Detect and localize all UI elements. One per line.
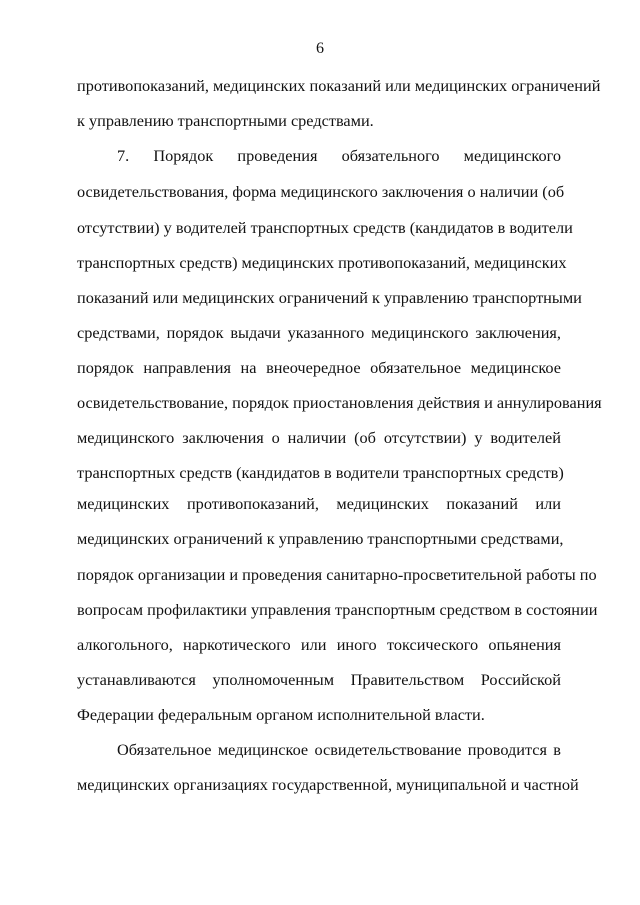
text-line: к управлению транспортными средствами. [77, 111, 374, 130]
text-line: медицинского заключения о наличии (об отсутствии) у водителей [77, 428, 561, 447]
page-number: 6 [316, 40, 324, 57]
text-line: освидетельствование, порядок приостановления действия и аннулирования [77, 393, 602, 412]
text-line: медицинских ограничений к управлению транспортными средствами, [77, 529, 564, 548]
text-line: медицинских противопоказаний, медицинских показаний или [77, 494, 561, 513]
text-line: порядок направления на внеочередное обязательное медицинское [77, 358, 561, 377]
text-line: порядок организации и проведения санитарно-просветительной работы по [77, 565, 597, 584]
text-line: средствами, порядок выдачи указанного медицинского заключения, [77, 323, 561, 342]
text-line: Федерации федеральным органом исполнительной власти. [77, 705, 485, 724]
text-line: показаний или медицинских ограничений к управлению транспортными [77, 288, 582, 307]
text-line: транспортных средств (кандидатов в водители транспортных средств) [77, 463, 564, 482]
text-line: алкогольного, наркотического или иного токсического опьянения [77, 635, 561, 654]
paragraph-7-start: 7. Порядок проведения обязательного медицинского [117, 146, 561, 165]
text-line: отсутствии) у водителей транспортных средств (кандидатов в водители [77, 218, 573, 237]
text-line: вопросам профилактики управления транспортным средством в состоянии [77, 600, 598, 619]
text-line: устанавливаются уполномоченным Правительством Российской [77, 670, 561, 689]
text-line: транспортных средств) медицинских противопоказаний, медицинских [77, 253, 567, 272]
text-line: медицинских организациях государственной, муниципальной и частной [77, 775, 579, 794]
text-line: противопоказаний, медицинских показаний или медицинских ограничений [77, 76, 601, 95]
text-line: освидетельствования, форма медицинского заключения о наличии (об [77, 182, 565, 201]
paragraph-start: Обязательное медицинское освидетельствование проводится в [117, 740, 561, 759]
